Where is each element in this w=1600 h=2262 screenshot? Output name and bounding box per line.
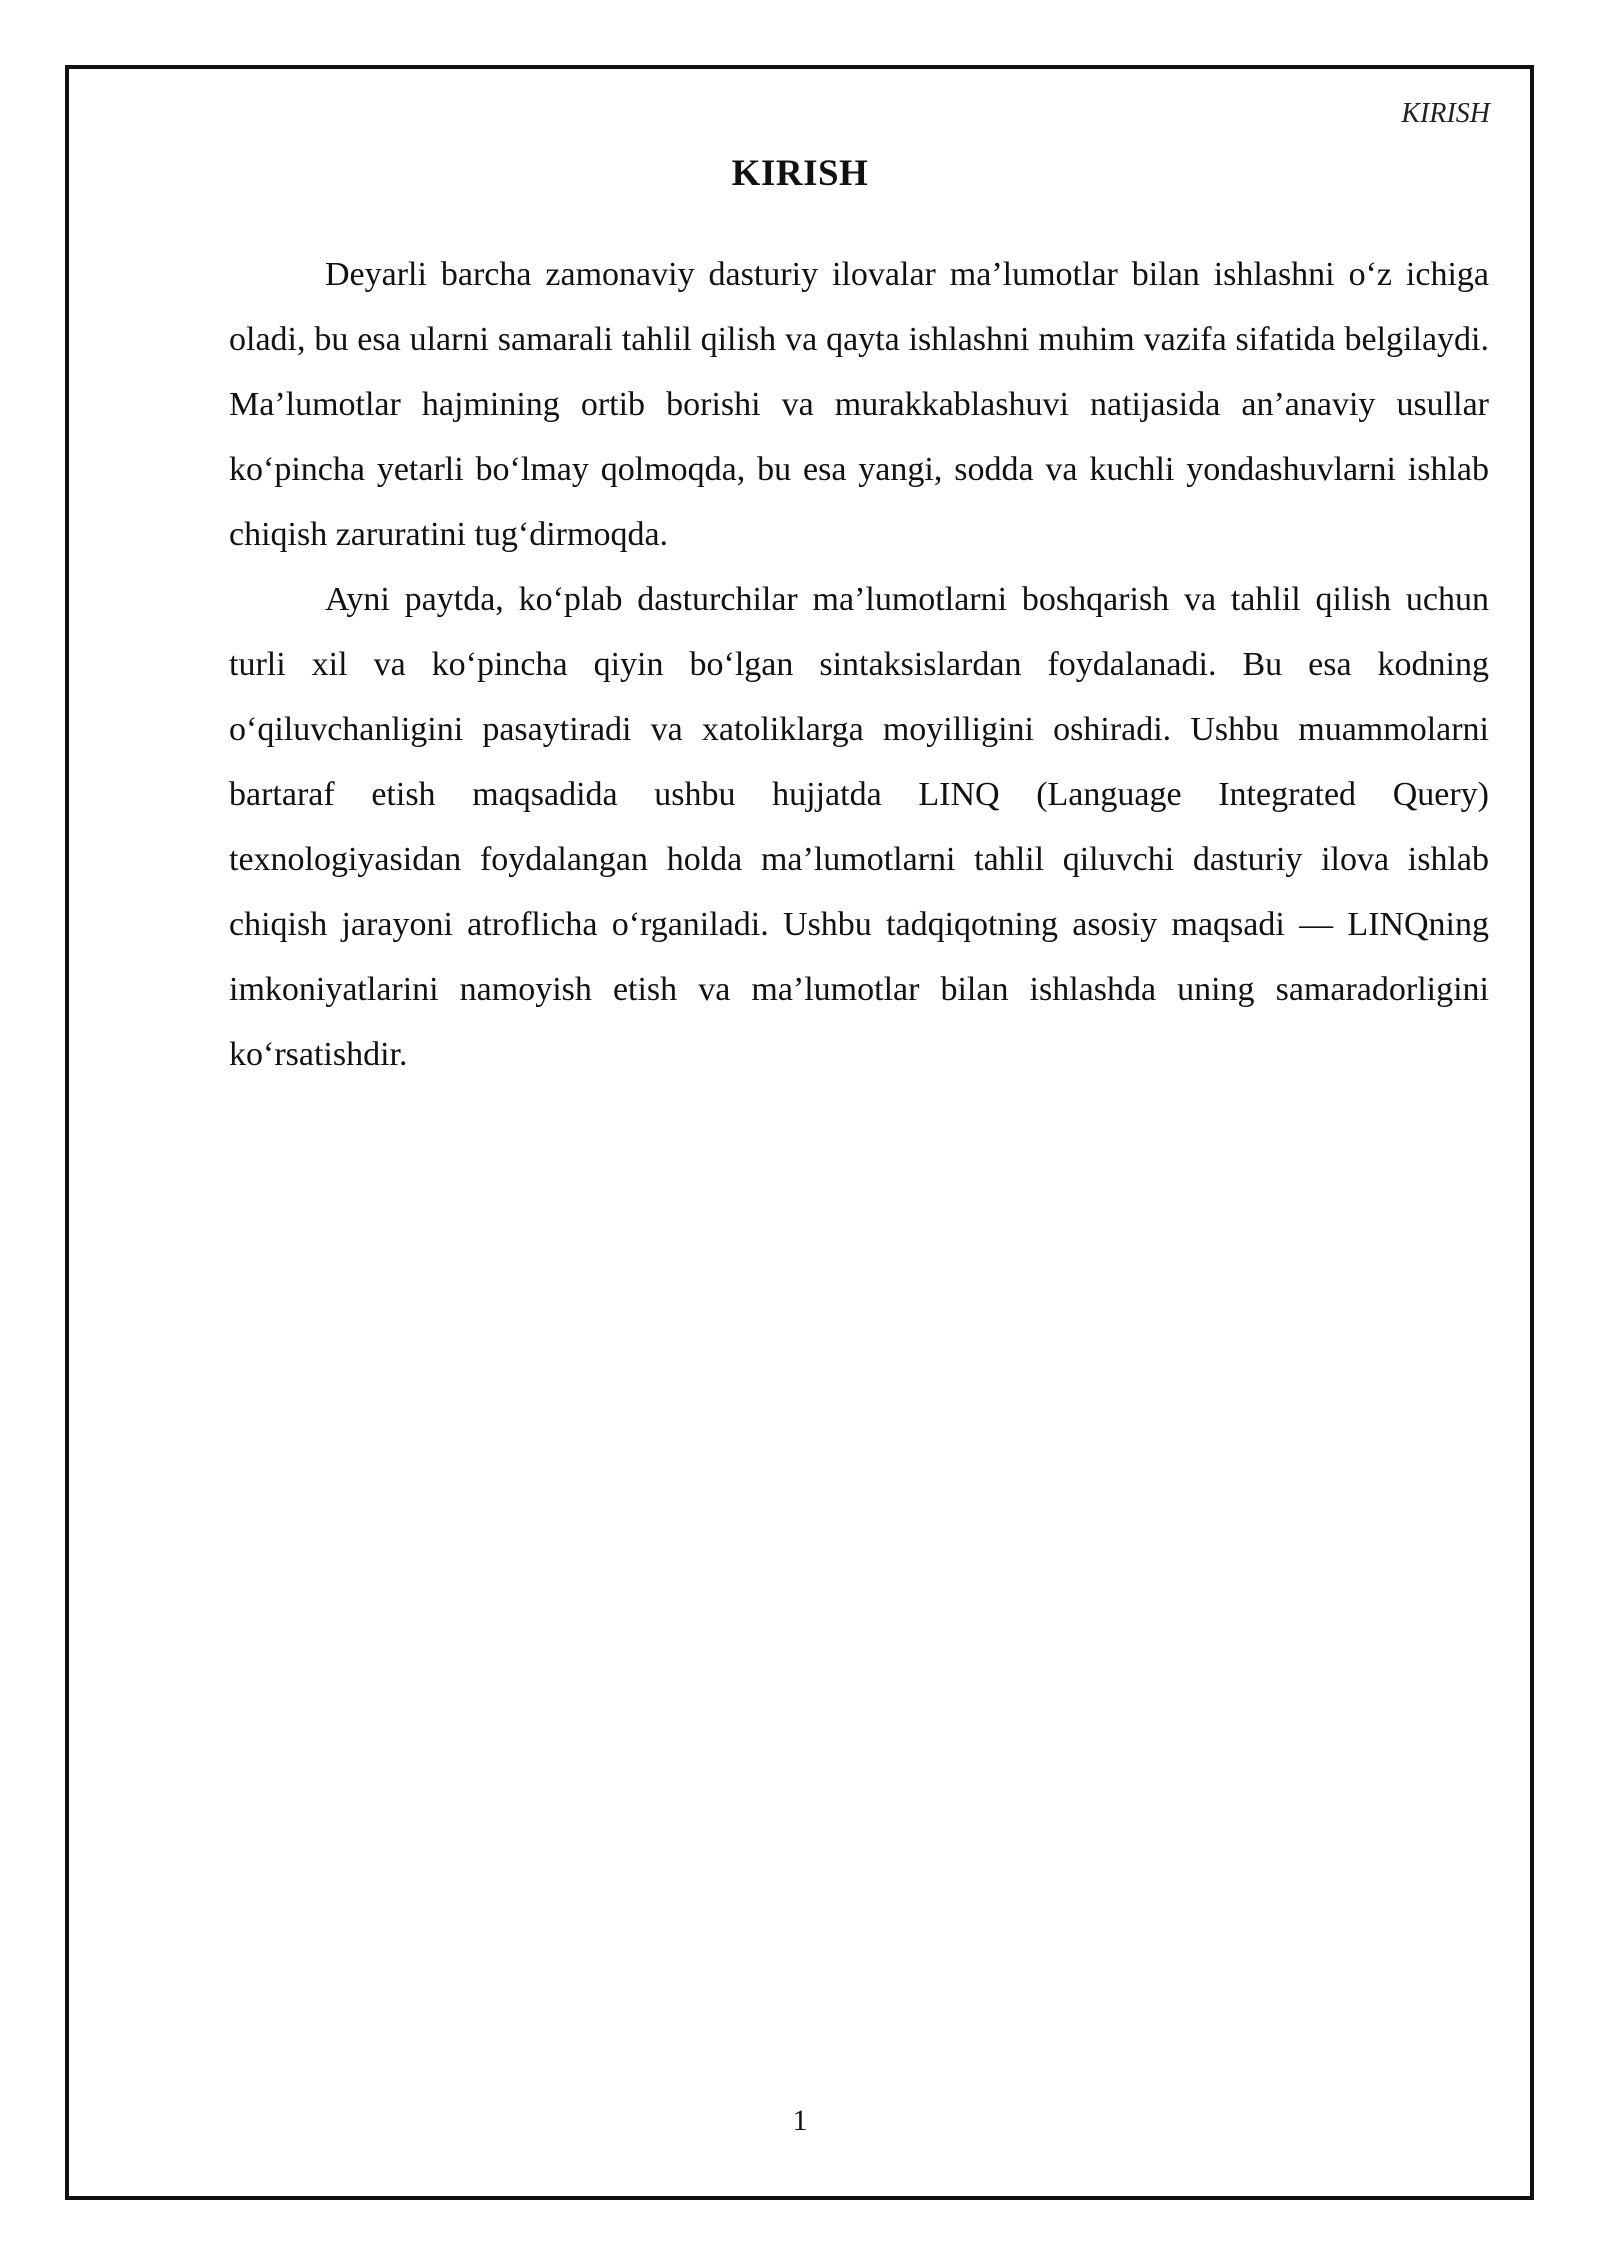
paragraph-2: Ayni paytda, ko‘plab dasturchilar ma’lumotlarni boshqarish va tahlil qilish uchun turli xil va ko‘pincha qiyin bo‘lgan sintaksislardan foydalanadi. Bu esa kodning o‘qiluvchanligini pasaytiradi va xatoliklarga moyilligini oshiradi. Ushbu muammolarni bartaraf etish maqsadida ushbu hujjatda LINQ (Language Integrated Query) texnologiyasidan foydalangan holda ma’lumotlarni tahlil qiluvchi dasturiy ilova ishlab chiqish jarayoni atroflicha o‘rganiladi. Ushbu tadqiqotning asosiy maqsadi — LINQning imkoniyatlarini namoyish etish va ma’lumotlar bilan ishlashda uning samaradorligini ko‘rsatishdir. (229, 581, 1489, 1073)
paragraph-1: Deyarli barcha zamonaviy dasturiy ilovalar ma’lumotlar bilan ishlashni o‘z ichiga oladi, bu esa ularni samarali tahlil qilish va qayta ishlashni muhim vazifa sifatida belgilaydi. Ma’lumotlar hajmining ortib borishi va murakkablashuvi natijasida an’anaviy usullar ko‘pincha yetarli bo‘lmay qolmoqda, bu esa yangi, sodda va kuchli yondashuvlarni ishlab chiqish zaruratini tug‘dirmoqda. (229, 256, 1489, 553)
chapter-title: KIRISH (731, 153, 869, 194)
running-header: KIRISH (1401, 98, 1490, 129)
page-number: 1 (792, 2104, 808, 2137)
body-text (229, 242, 1489, 1087)
